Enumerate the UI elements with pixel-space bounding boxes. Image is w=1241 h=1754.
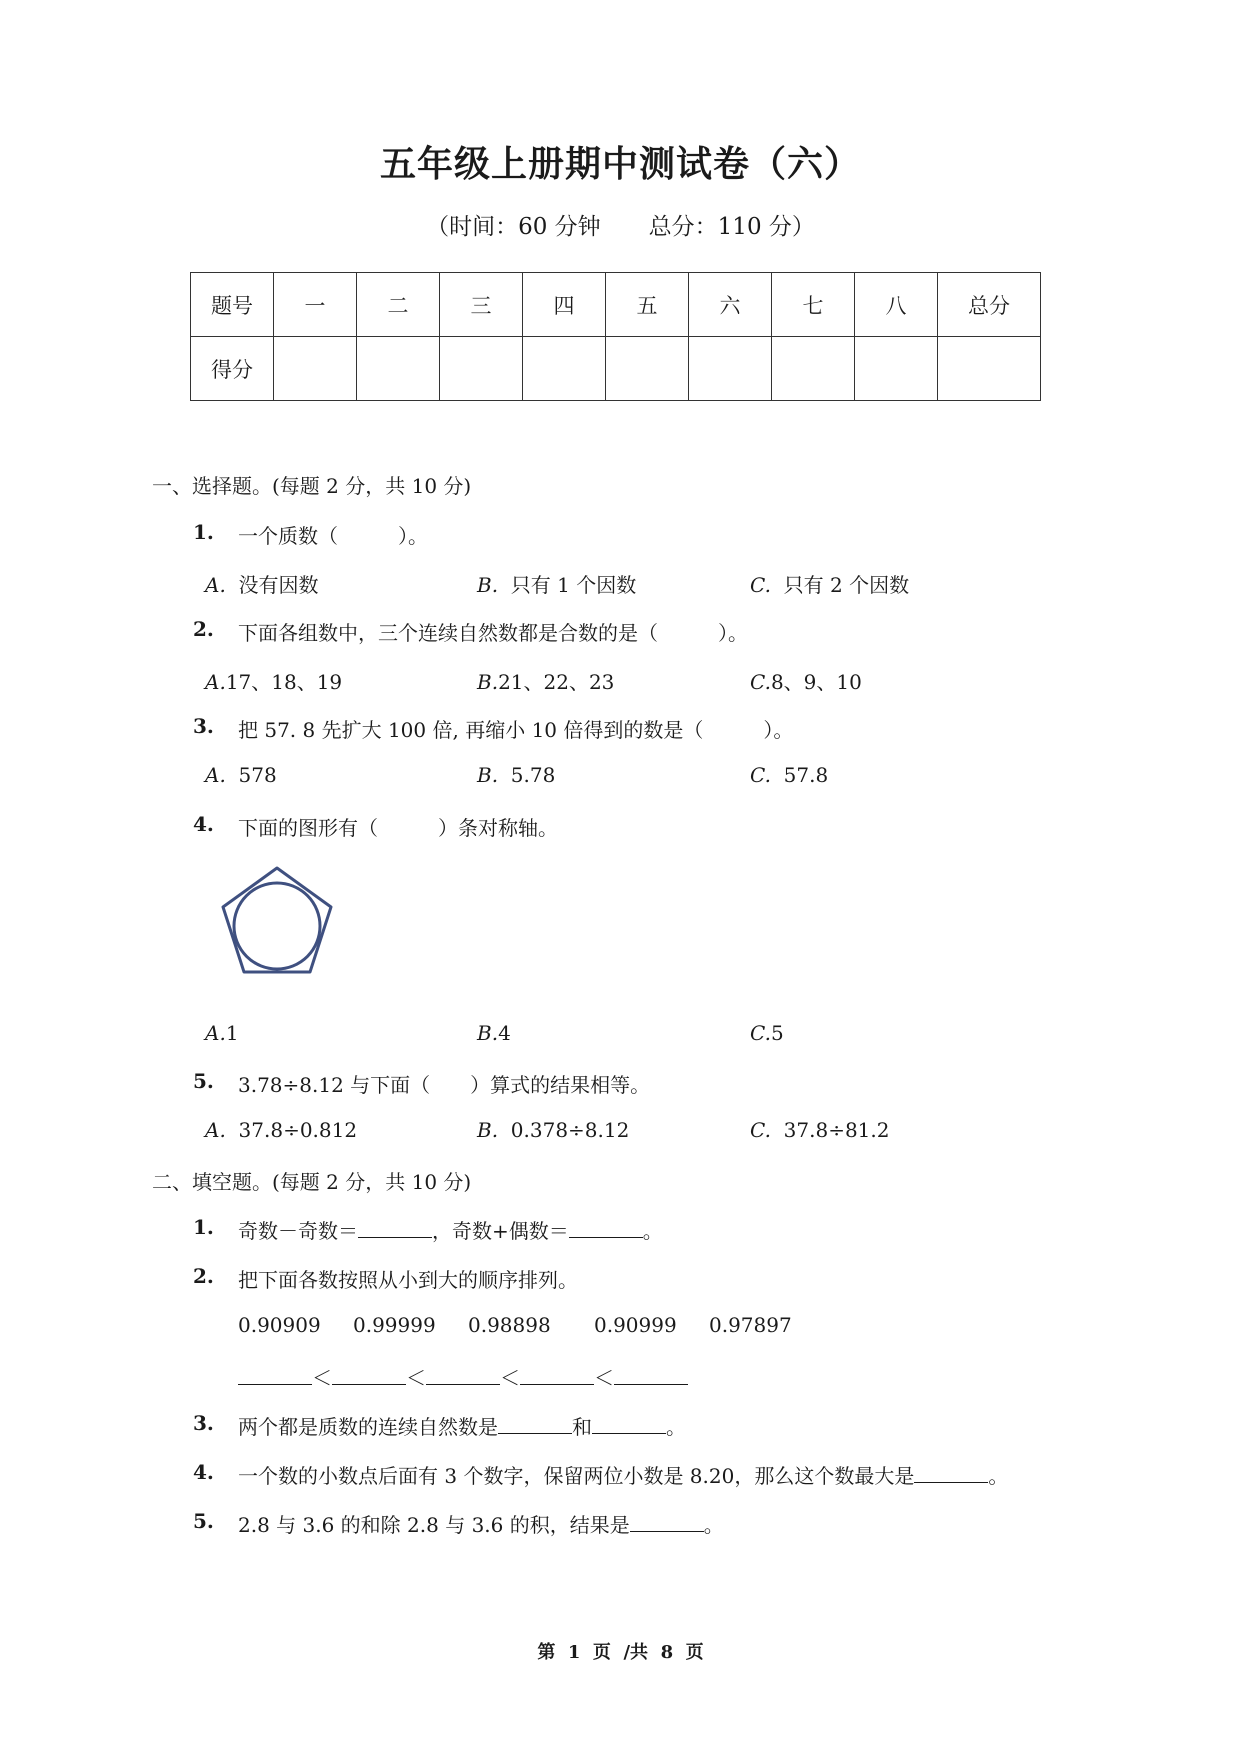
question-text: 2.8 与 3.6 的和除 2.8 与 3.6 的积，结果是 。	[238, 1513, 724, 1537]
answer-blank[interactable]	[630, 1530, 704, 1532]
question-number: 5.	[193, 1509, 214, 1533]
header-cell: 七	[772, 273, 855, 337]
question-number: 5.	[193, 1069, 214, 1093]
score-cell[interactable]	[938, 337, 1041, 401]
score-cell[interactable]	[523, 337, 606, 401]
option-a[interactable]: A.17、18、19	[205, 670, 343, 694]
option-c[interactable]: C.8、9、10	[750, 670, 862, 694]
time-limit: （时间：60 分钟	[426, 214, 601, 240]
question-number: 4.	[193, 812, 214, 836]
number-item: 0.98898	[468, 1313, 551, 1337]
total-score: 总分：110 分）	[648, 214, 815, 240]
number-item: 0.97897	[709, 1313, 792, 1337]
number-list	[238, 1313, 792, 1337]
question-text: 奇数－奇数＝ ，奇数+偶数＝ 。	[238, 1219, 663, 1243]
answer-blank[interactable]	[238, 1383, 312, 1385]
question-number: 2.	[193, 617, 214, 641]
option-b[interactable]: B. 5.78	[477, 763, 556, 787]
option-b[interactable]: B.21、22、23	[477, 670, 615, 694]
page-footer: 第 1 页 /共 8 页	[537, 1642, 704, 1663]
option-c[interactable]: C.5	[750, 1021, 784, 1045]
score-table-score-row	[191, 337, 1041, 401]
question-text: 3.78÷8.12 与下面（ ）算式的结果相等。	[238, 1073, 651, 1097]
option-b[interactable]: B.4	[477, 1021, 511, 1045]
answer-blank[interactable]	[569, 1236, 643, 1238]
question-text: 一个质数（ ）。	[238, 524, 428, 548]
header-cell: 总分	[938, 273, 1041, 337]
option-b[interactable]: B. 0.378÷8.12	[477, 1118, 630, 1142]
answer-blank[interactable]	[498, 1432, 572, 1434]
score-cell[interactable]	[606, 337, 689, 401]
exam-info	[0, 208, 1241, 241]
score-table	[190, 272, 1041, 401]
option-b[interactable]: B. 只有 1 个因数	[477, 573, 637, 597]
answer-blank[interactable]	[358, 1236, 432, 1238]
number-item: 0.90909	[238, 1313, 321, 1337]
score-cell[interactable]	[274, 337, 357, 401]
question-number: 3.	[193, 1411, 214, 1435]
question-number: 4.	[193, 1460, 214, 1484]
header-cell: 四	[523, 273, 606, 337]
header-cell: 题号	[191, 273, 274, 337]
question-number: 2.	[193, 1264, 214, 1288]
header-cell: 八	[855, 273, 938, 337]
option-a[interactable]: A. 37.8÷0.812	[205, 1118, 358, 1142]
option-c[interactable]: C. 57.8	[750, 763, 829, 787]
score-cell[interactable]	[357, 337, 440, 401]
question-number: 1.	[193, 1215, 214, 1239]
header-cell: 六	[689, 273, 772, 337]
option-c[interactable]: C. 只有 2 个因数	[750, 573, 910, 597]
header-cell: 五	[606, 273, 689, 337]
answer-blank[interactable]	[592, 1432, 666, 1434]
pentagon-figure-icon	[218, 862, 338, 980]
score-cell[interactable]	[689, 337, 772, 401]
question-number: 1.	[193, 520, 214, 544]
header-cell: 三	[440, 273, 523, 337]
number-item: 0.99999	[353, 1313, 436, 1337]
answer-blank[interactable]	[914, 1481, 988, 1483]
answer-blank[interactable]	[614, 1383, 688, 1385]
option-a[interactable]: A.1	[205, 1021, 239, 1045]
answer-blank[interactable]	[426, 1383, 500, 1385]
option-a[interactable]: A. 没有因数	[205, 573, 319, 597]
header-cell: 一	[274, 273, 357, 337]
ordering-answer: ＜ ＜ ＜ ＜	[238, 1362, 688, 1391]
answer-blank[interactable]	[520, 1383, 594, 1385]
question-text: 下面各组数中，三个连续自然数都是合数的是（ ）。	[238, 621, 748, 645]
header-cell: 二	[357, 273, 440, 337]
score-cell[interactable]	[440, 337, 523, 401]
option-a[interactable]: A. 578	[205, 763, 277, 787]
question-number: 3.	[193, 714, 214, 738]
section-1-heading: 一、选择题。(每题 2 分，共 10 分)	[152, 474, 472, 498]
answer-blank[interactable]	[332, 1383, 406, 1385]
score-label-cell: 得分	[191, 337, 274, 401]
question-text: 把下面各数按照从小到大的顺序排列。	[238, 1268, 578, 1292]
section-2-heading: 二、填空题。(每题 2 分，共 10 分)	[152, 1170, 472, 1194]
number-item: 0.90999	[594, 1313, 677, 1337]
option-c[interactable]: C. 37.8÷81.2	[750, 1118, 890, 1142]
score-cell[interactable]	[855, 337, 938, 401]
question-text: 把 57. 8 先扩大 100 倍, 再缩小 10 倍得到的数是（ ）。	[238, 718, 794, 742]
score-table-header-row	[191, 273, 1041, 337]
score-cell[interactable]	[772, 337, 855, 401]
question-text: 下面的图形有（ ）条对称轴。	[238, 816, 558, 840]
page-title: 五年级上册期中测试卷（六）	[379, 144, 861, 185]
question-text: 一个数的小数点后面有 3 个数字，保留两位小数是 8.20，那么这个数最大是 。	[238, 1464, 1009, 1488]
question-text: 两个都是质数的连续自然数是 和 。	[238, 1415, 686, 1439]
